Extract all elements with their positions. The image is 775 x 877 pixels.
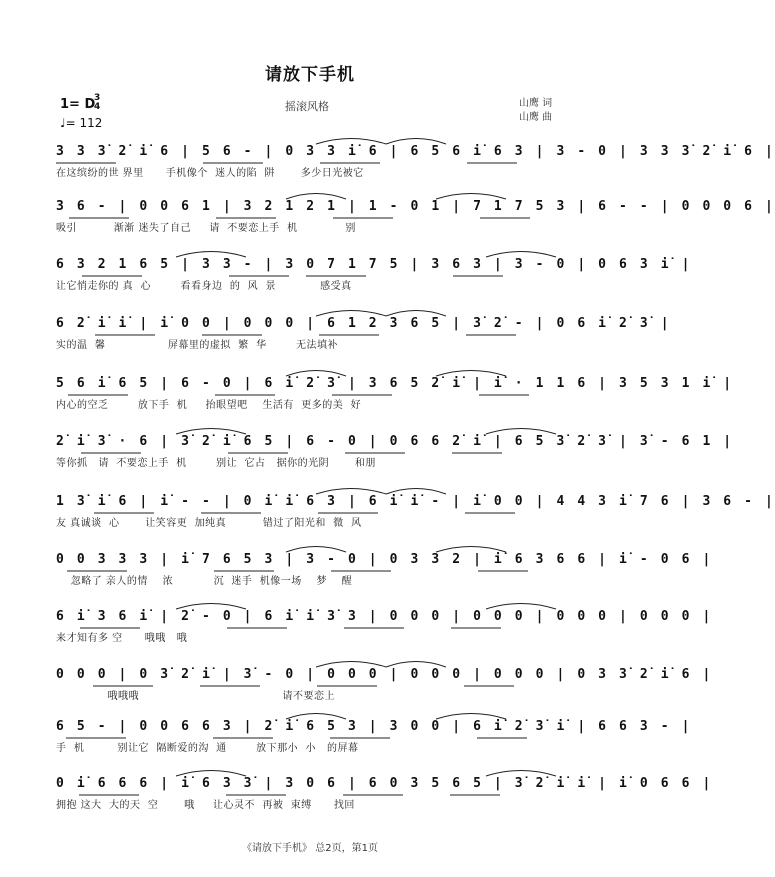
staff-line-9: [56, 608, 713, 646]
notes-line-10: 0 0 0 | 0 3̇ 2̇ i̇ | 3̇ - 0 | 0 0 0 | 0 0 0 | 0 0 0 | 0 3 3̇ 2̇ i̇ 6 |: [56, 667, 713, 682]
key-signature: 1= D: [60, 97, 96, 112]
lyrics-line-2: 吸引 渐渐 迷失了自己 请 不要恋上手 机 别: [56, 223, 356, 234]
style-marking: 摇滚风格: [285, 100, 329, 113]
tempo-marking: ♩= 112: [60, 116, 103, 130]
staff-line-4: [56, 315, 672, 353]
staff-line-5: [56, 375, 734, 413]
notes-line-1: 3 3 3̇ 2̇ i̇ 6 | 5 6 - | 0 3 3 i̇ 6 | 6 5 6 i̇ 6 3 | 3 - 0 | 3 3 3̇ 2̇ i̇ 6 |: [56, 144, 775, 159]
lyrics-line-5: 内心的空乏 放下手 机 抬眼望吧 生活有 更多的美 好: [56, 400, 362, 411]
lyricist-credit: 山鹰 词: [519, 98, 553, 109]
time-signature-bottom: 4: [94, 102, 101, 112]
composer-credit: 山鹰 曲: [519, 112, 553, 123]
notes-line-3: 6 3 2 1 6 5 | 3 3 - | 3 0 7 1 7 5 | 3 6 3 | 3 - 0 | 0 6 3 i̇ |: [56, 257, 693, 272]
notes-line-11: 6 5 - | 0 0 6 6 3 | 2̇ i̇ 6 5 3 | 3 0 0 | 6 i̇ 2̇ 3̇ i̇ | 6 6 3 - |: [56, 719, 693, 734]
staff-line-8: [56, 551, 713, 589]
page-footer: 《请放下手机》 总2页，第1页: [242, 843, 378, 854]
notes-line-8: 0 0 3 3 3 | i̇ 7 6 5 3 | 3 - 0 | 0 3 3 2 | i̇ 6 3 6 6 | i̇ - 0 6 |: [56, 552, 713, 567]
staff-line-10: [56, 666, 713, 704]
lyrics-line-7: 友 真诚谈 心 让笑容更 加纯真 错过了阳光和 微 风: [56, 518, 362, 529]
staff-line-3: [56, 256, 693, 294]
notes-line-6: 2̇ i̇ 3̇ · 6 | 3̇ 2̇ i̇ 6 5 | 6 - 0 | 0 6 6 2̇ i̇ | 6 5 3̇ 2̇ 3̇ | 3̇ - 6 1 |: [56, 434, 734, 449]
staff-line-11: [56, 718, 693, 756]
staff-line-1: [56, 143, 775, 181]
lyrics-line-11: 手 机 别让它 隔断爱的沟 通 放下那小 小 的屏幕: [56, 743, 359, 754]
song-title: 请放下手机: [265, 65, 355, 85]
notes-line-2: 3 6 - | 0 0 6 1 | 3 2 1 2 1 | 1 - 0 1 | 7 1 7 5 3 | 6 - - | 0 0 0 6 |: [56, 199, 775, 214]
notes-line-5: 5 6 i̇ 6 5 | 6 - 0 | 6 i̇ 2̇ 3̇ | 3 6 5 2̇ i̇ | i̇ · 1 1 6 | 3 5 3 1 i̇ |: [56, 376, 734, 391]
lyrics-line-10: 哦哦哦 请不要恋上: [56, 691, 335, 702]
time-signature-top: 3: [94, 93, 101, 103]
lyrics-line-6: 等你抓 请 不要恋上手 机 别让 它占 据你的光阴 和朋: [56, 458, 376, 469]
staff-line-7: [56, 493, 775, 531]
lyrics-line-8: 忽略了 亲人的情 浓 沉 迷手 机像一场 梦 醒: [56, 576, 353, 587]
lyrics-line-3: 让它悄走你的 真 心 看看身边 的 风 景 感受真: [56, 281, 352, 292]
lyrics-line-9: 来才知有多 空 哦哦 哦: [56, 633, 188, 644]
lyrics-line-4: 实的温 馨 屏幕里的虚拟 繁 华 无法填补: [56, 340, 339, 351]
time-signature: [94, 94, 100, 112]
notes-line-9: 6 i̇ 3 6 i̇ | 2̇ - 0 | 6 i̇ i̇ 3̇ 3 | 0 0 0 | 0 0 0 | 0 0 0 | 0 0 0 |: [56, 609, 713, 624]
staff-line-12: [56, 775, 713, 813]
staff-line-2: [56, 198, 775, 236]
notes-line-7: 1 3̇ i̇ 6 | i̇ - - | 0 i̇ i̇ 6 3 | 6 i̇ i̇ - | i̇ 0 0 | 4 4 3 i̇ 7 6 | 3 6 - |: [56, 494, 775, 509]
notes-line-12: 0 i̇ 6 6 6 | i̇ 6 3 3̇ | 3 0 6 | 6 0 3 5 6 5 | 3̇ 2̇ i̇ i̇ | i̇ 0 6 6 |: [56, 776, 713, 791]
lyrics-line-12: 拥抱 这大 大的天 空 哦 让心灵不 再被 束缚 找回: [56, 800, 355, 811]
staff-line-6: [56, 433, 734, 471]
lyrics-line-1: 在这缤纷的世 界里 手机像个 迷人的陷 阱 多少日光被它: [56, 168, 364, 179]
notes-line-4: 6 2̇ i̇ i̇ | i̇ 0 0 | 0 0 0 | 6 1 2 3 6 5 | 3̇ 2̇ - | 0 6 i̇ 2̇ 3̇ |: [56, 316, 672, 331]
